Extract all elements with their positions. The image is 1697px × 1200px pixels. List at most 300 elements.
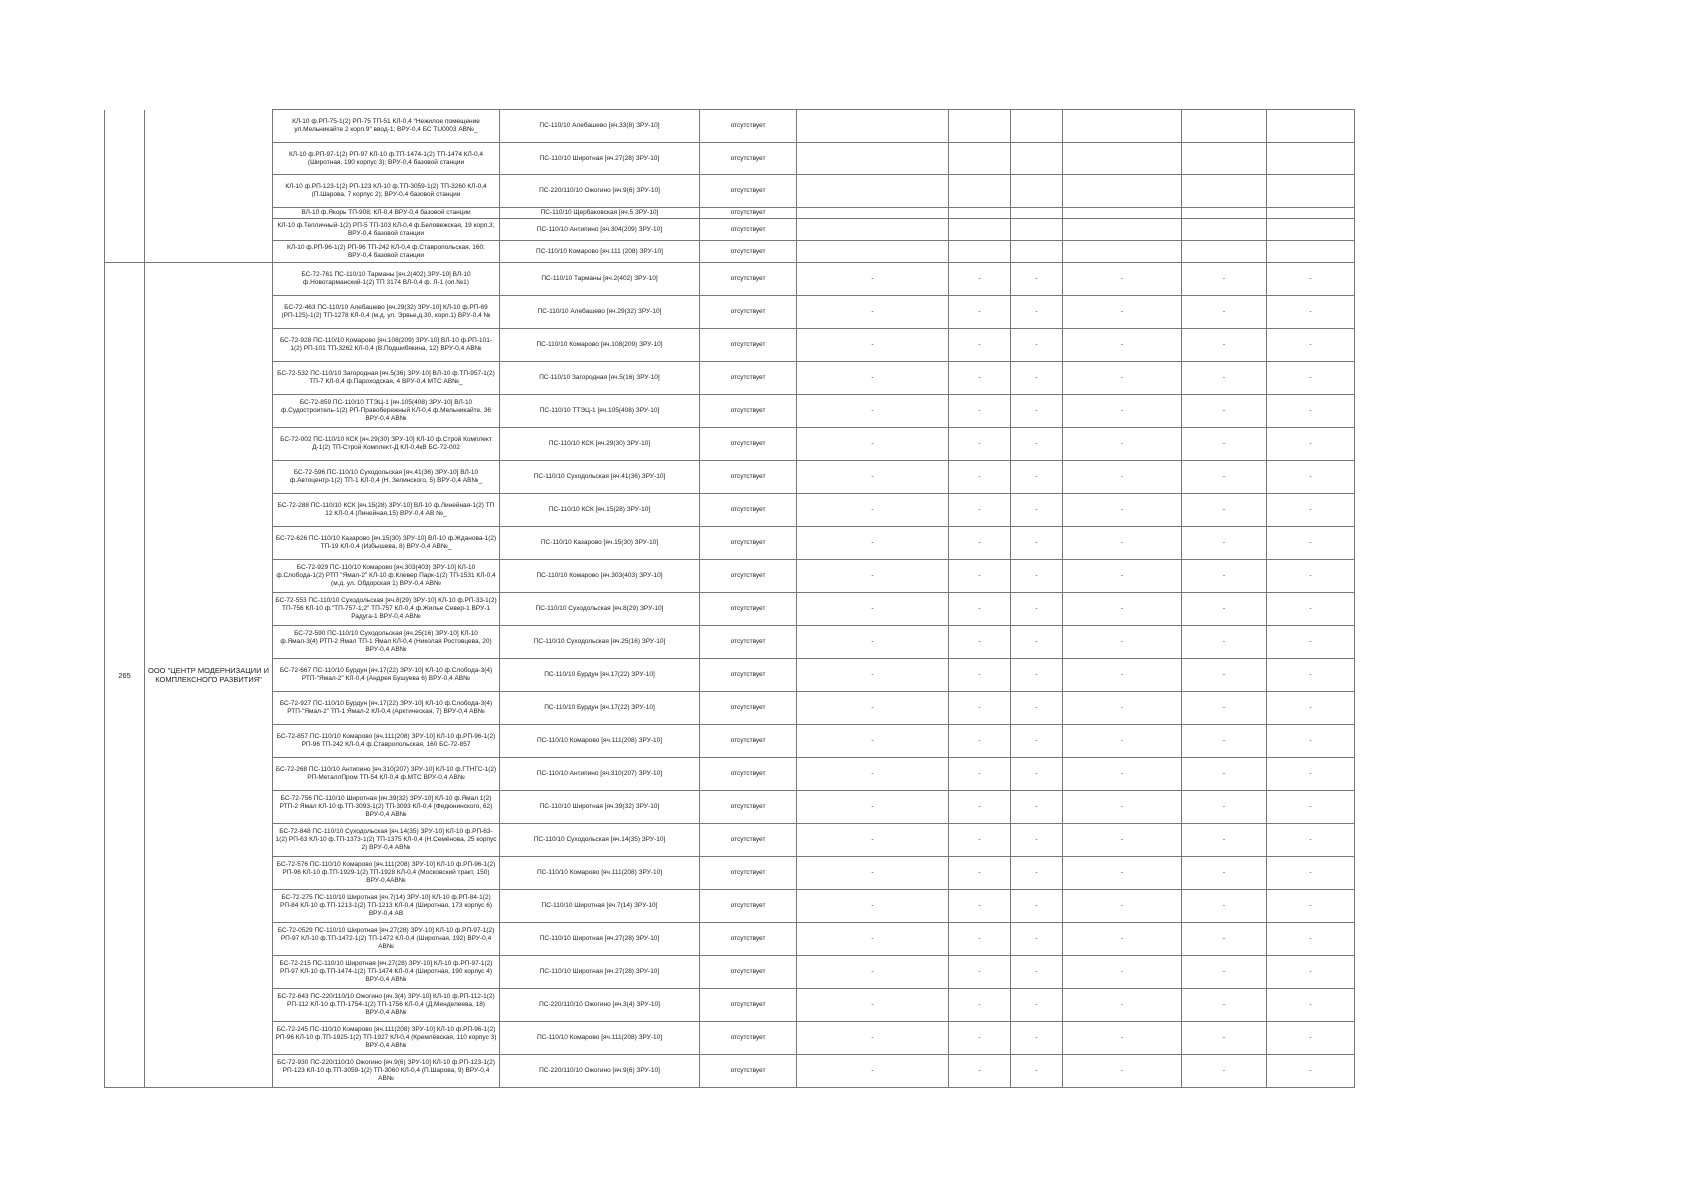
dash-cell: -	[1267, 560, 1355, 593]
connection-description: БС-72-857 ПС-110/10 Комарово [яч.111(208) ЗРУ-10] КЛ-10 ф.РП-96-1(2) РП-96 ТП-242 КЛ-0,4 ф.Ставропольская, 160 БС-72-857	[273, 725, 500, 758]
dash-cell: -	[1011, 659, 1063, 692]
empty-cell	[949, 208, 1011, 219]
table-row	[105, 1055, 1355, 1088]
dash-cell: -	[1063, 428, 1182, 461]
empty-cell	[1182, 208, 1267, 219]
status-cell: отсутствует	[700, 461, 797, 494]
status-cell: отсутствует	[700, 758, 797, 791]
dash-cell: -	[1011, 461, 1063, 494]
dash-cell: -	[1267, 362, 1355, 395]
dash-cell: -	[1011, 494, 1063, 527]
empty-cell	[1267, 143, 1355, 175]
dash-cell: -	[797, 989, 949, 1022]
dash-cell: -	[797, 725, 949, 758]
substation-cell: ПС-110/10 Широтная [яч.27(28) ЗРУ-10]	[500, 956, 700, 989]
table-row	[105, 989, 1355, 1022]
status-cell: отсутствует	[700, 824, 797, 857]
substation-cell: ПС-110/10 Широтная [яч.27(28) ЗРУ-10]	[500, 143, 700, 175]
connection-description: БС-72-927 ПС-110/10 Бурдун [яч.17(22) ЗРУ-10] КЛ-10 ф.Слобода-3(4) РТП-"Ямал-2" ТП-1 Ямал-2 КЛ-0,4 (Арктическая, 7) ВРУ-0,4 АВ№	[273, 692, 500, 725]
connection-description: БС-72-928 ПС-110/10 Комарово [яч.108(209) ЗРУ-10] ВЛ-10 ф.РП-101-1(2) РП-101 ТП-3262 КЛ-0,4 (В.Подшибякина, 12) ВРУ-0,4 АВ№	[273, 329, 500, 362]
empty-cell	[1182, 175, 1267, 208]
substation-cell: ПС-110/10 Загородная [яч.5(16) ЗРУ-10]	[500, 362, 700, 395]
empty-cell	[1063, 143, 1182, 175]
empty-cell	[1267, 110, 1355, 143]
empty-cell	[1011, 219, 1063, 241]
dash-cell: -	[797, 1022, 949, 1055]
substation-cell: ПС-110/10 Суходольская [яч.25(16) ЗРУ-10]	[500, 626, 700, 659]
connection-description: КЛ-10 ф.РП-97-1(2) РП-97 КЛ-10 ф.ТП-1474-1(2) ТП-1474 КЛ-0,4 (Широтная, 190 корпус 3); ВРУ-0,4 базовой станции	[273, 143, 500, 175]
dash-cell: -	[797, 857, 949, 890]
dash-cell: -	[1267, 461, 1355, 494]
dash-cell: -	[797, 758, 949, 791]
connection-description: ВЛ-10 ф.Якорь ТП-908; КЛ-0,4 ВРУ-0,4 базовой станции	[273, 208, 500, 219]
dash-cell: -	[1011, 560, 1063, 593]
empty-cell	[1182, 110, 1267, 143]
empty-cell	[1182, 241, 1267, 263]
dash-cell: -	[1267, 659, 1355, 692]
dash-cell: -	[949, 560, 1011, 593]
connection-description: БС-72-626 ПС-110/10 Казарово [яч.15(30) ЗРУ-10] ВЛ-10 ф.Жданова-1(2) ТП-19 КЛ-0,4 (Избышева, 8) ВРУ-0,4 АВ№_	[273, 527, 500, 560]
connection-description: БС-72-275 ПС-110/10 Широтная [яч.7(14) ЗРУ-10] КЛ-10 ф.РП-84-1(2) РП-84 КЛ-10 ф.ТП-1213-1(2) ТП-1213 КЛ-0,4 (Широтная, 173 корпус 6) ВРУ-0,4 АВ	[273, 890, 500, 923]
dash-cell: -	[1011, 923, 1063, 956]
dash-cell: -	[797, 428, 949, 461]
dash-cell: -	[1182, 1022, 1267, 1055]
status-cell: отсутствует	[700, 296, 797, 329]
table-row	[105, 758, 1355, 791]
dash-cell: -	[1182, 857, 1267, 890]
status-cell: отсутствует	[700, 659, 797, 692]
dash-cell: -	[949, 956, 1011, 989]
status-cell: отсутствует	[700, 395, 797, 428]
status-cell: отсутствует	[700, 692, 797, 725]
substation-cell: ПС-110/10 Комарово [яч.111(208) ЗРУ-10]	[500, 857, 700, 890]
dash-cell: -	[1063, 956, 1182, 989]
dash-cell: -	[1182, 890, 1267, 923]
dash-cell: -	[1267, 1055, 1355, 1088]
status-cell: отсутствует	[700, 428, 797, 461]
empty-cell	[949, 175, 1011, 208]
dash-cell: -	[797, 560, 949, 593]
dash-cell: -	[1182, 989, 1267, 1022]
substation-cell: ПС-220/110/10 Ожогино [яч.3(4) ЗРУ-10]	[500, 989, 700, 1022]
dash-cell: -	[949, 626, 1011, 659]
substation-cell: ПС-110/10 Широтная [яч.27(28) ЗРУ-10]	[500, 923, 700, 956]
table-row	[105, 461, 1355, 494]
substation-cell: ПС-110/10 Комарово [яч.111 (208) ЗРУ-10]	[500, 241, 700, 263]
connection-description: БС-72-0529 ПС-110/10 Широтная [яч.27(28) ЗРУ-10] КЛ-10 ф.РП-97-1(2) РП-97 КЛ-10 ф.ТП-1472-1(2) ТП-1472 КЛ-0,4 (Широтная, 192) ВРУ-0,4 АВ№	[273, 923, 500, 956]
dash-cell: -	[797, 527, 949, 560]
dash-cell: -	[797, 890, 949, 923]
connection-description: КЛ-10 ф.Тепличный-1(2) РП-5 ТП-103 КЛ-0,4 ф.Беловежская, 19 корп.3; ВРУ-0,4 базовой станции	[273, 219, 500, 241]
dash-cell: -	[797, 791, 949, 824]
dash-cell: -	[1182, 758, 1267, 791]
dash-cell: -	[949, 659, 1011, 692]
empty-cell	[1063, 110, 1182, 143]
dash-cell: -	[1267, 527, 1355, 560]
dash-cell: -	[1267, 626, 1355, 659]
table-row	[105, 725, 1355, 758]
dash-cell: -	[1267, 725, 1355, 758]
dash-cell: -	[1063, 791, 1182, 824]
row-number: 265	[105, 263, 145, 1088]
empty-cell	[949, 219, 1011, 241]
dash-cell: -	[1063, 626, 1182, 659]
dash-cell: -	[1063, 1055, 1182, 1088]
empty-cell	[1011, 143, 1063, 175]
substation-cell: ПС-220/110/10 Ожогино [яч.9(6) ЗРУ-10]	[500, 175, 700, 208]
dash-cell: -	[1011, 527, 1063, 560]
dash-cell: -	[1063, 758, 1182, 791]
empty-cell	[1267, 208, 1355, 219]
dash-cell: -	[797, 659, 949, 692]
dash-cell: -	[1011, 626, 1063, 659]
empty-cell	[1011, 208, 1063, 219]
dash-cell: -	[1267, 758, 1355, 791]
dash-cell: -	[949, 593, 1011, 626]
connection-description: БС-72-761 ПС-110/10 Тарманы [яч.2(402) ЗРУ-10] ВЛ-10 ф.Новотарманский-1(2) ТП 3174 ВЛ-0,4 ф. Л-1 (оп.№1)	[273, 263, 500, 296]
table-row	[105, 560, 1355, 593]
substation-cell: ПС-110/10 Антипино [яч.310(207) ЗРУ-10]	[500, 758, 700, 791]
dash-cell: -	[1063, 527, 1182, 560]
dash-cell: -	[1267, 923, 1355, 956]
empty-cell	[1182, 219, 1267, 241]
dash-cell: -	[1182, 725, 1267, 758]
table-row	[105, 175, 1355, 208]
status-cell: отсутствует	[700, 593, 797, 626]
substation-cell: ПС-110/10 Суходольская [яч.41(36) ЗРУ-10]	[500, 461, 700, 494]
dash-cell: -	[1063, 857, 1182, 890]
dash-cell: -	[1182, 560, 1267, 593]
substation-cell: ПС-110/10 Алебашево [яч.33(8) ЗРУ-10]	[500, 110, 700, 143]
dash-cell: -	[1011, 329, 1063, 362]
table-row	[105, 362, 1355, 395]
status-cell: отсутствует	[700, 494, 797, 527]
status-cell: отсутствует	[700, 890, 797, 923]
substation-cell: ПС-110/10 Комарово [яч.108(209) ЗРУ-10]	[500, 329, 700, 362]
dash-cell: -	[1267, 593, 1355, 626]
dash-cell: -	[1063, 461, 1182, 494]
dash-cell: -	[1182, 791, 1267, 824]
table-row	[105, 527, 1355, 560]
dash-cell: -	[1267, 692, 1355, 725]
dash-cell: -	[1267, 857, 1355, 890]
dash-cell: -	[949, 461, 1011, 494]
dash-cell: -	[1011, 890, 1063, 923]
dash-cell: -	[949, 791, 1011, 824]
connection-description: БС-72-859 ПС-110/10 ТТЭЦ-1 [яч.105(408) ЗРУ-10] ВЛ-10 ф.Судостроитель-1(2) РП-Правобережный КЛ-0,4 ф.Мельникайте, 36 ВРУ-0,4 АВ№	[273, 395, 500, 428]
status-cell: отсутствует	[700, 1022, 797, 1055]
table-row	[105, 208, 1355, 219]
dash-cell: -	[1267, 296, 1355, 329]
dash-cell: -	[1267, 890, 1355, 923]
dash-cell: -	[1063, 263, 1182, 296]
dash-cell: -	[949, 263, 1011, 296]
dash-cell: -	[1063, 692, 1182, 725]
dash-cell: -	[797, 692, 949, 725]
dash-cell: -	[797, 395, 949, 428]
table-row	[105, 494, 1355, 527]
dash-cell: -	[949, 857, 1011, 890]
dash-cell: -	[1267, 1022, 1355, 1055]
connection-description: БС-72-463 ПС-110/10 Алебашево [яч.29(32) ЗРУ-10] КЛ-10 ф.РП-69 (РП-125)-1(2) ТП-1278 КЛ-0,4 (м.д. ул. Эрвье,д.30, корп.1) ВРУ-0,4 №	[273, 296, 500, 329]
dash-cell: -	[949, 1055, 1011, 1088]
dash-cell: -	[1267, 989, 1355, 1022]
status-cell: отсутствует	[700, 791, 797, 824]
dash-cell: -	[1063, 362, 1182, 395]
connection-description: БС-72-002 ПС-110/10 КСК [яч.29(30) ЗРУ-10] КЛ-10 ф.Строй Комплект Д-1(2) ТП-Строй Комплект-Д КЛ-0,4кВ БС-72-002	[273, 428, 500, 461]
substation-cell: ПС-110/10 КСК [яч.15(28) ЗРУ-10]	[500, 494, 700, 527]
dash-cell: -	[1063, 989, 1182, 1022]
connection-description: БС-72-215 ПС-110/10 Широтная [яч.27(28) ЗРУ-10] КЛ-10 ф.РП-97-1(2) РП-97 КЛ-10 ф.ТП-1474-1(2) ТП-1474 КЛ-0,4 (Широтная, 190 корпус 4) ВРУ-0,4 АВ№	[273, 956, 500, 989]
connection-description: БС-72-596 ПС-110/10 Суходольская [яч.41(36) ЗРУ-10] ВЛ-10 ф.Автоцентр-1(2) ТП-1 КЛ-0,4 (Н. Зелинского, 5) ВРУ-0,4 АВ№_	[273, 461, 500, 494]
dash-cell: -	[1063, 890, 1182, 923]
dash-cell: -	[1182, 527, 1267, 560]
connection-description: БС-72-590 ПС-110/10 Суходольская [яч.25(16) ЗРУ-10] КЛ-10 ф.Ямал-3(4) РТП-2 Ямал ТП-1 Ямал КЛ-0,4 (Николая Ростовцева, 20) ВРУ-0,4 АВ№	[273, 626, 500, 659]
dash-cell: -	[1267, 494, 1355, 527]
status-cell: отсутствует	[700, 560, 797, 593]
dash-cell: -	[1011, 824, 1063, 857]
dash-cell: -	[797, 923, 949, 956]
connection-description: БС-72-643 ПС-220/110/10 Ожогино [яч.3(4) ЗРУ-10] КЛ-10 ф.РП-112-1(2) РП-112 КЛ-10 ф.ТП-1754-1(2) ТП-1756 КЛ-0,4 (Д.Менделеева, 18) ВРУ-0,4 АВ№	[273, 989, 500, 1022]
dash-cell: -	[1011, 263, 1063, 296]
substation-cell: ПС-110/10 Комарово [яч.111(208) ЗРУ-10]	[500, 1022, 700, 1055]
table-row	[105, 956, 1355, 989]
status-cell: отсутствует	[700, 626, 797, 659]
empty-cell	[1267, 241, 1355, 263]
status-cell: отсутствует	[700, 362, 797, 395]
dash-cell: -	[1267, 791, 1355, 824]
dash-cell: -	[797, 1055, 949, 1088]
table-row	[105, 219, 1355, 241]
dash-cell: -	[1182, 923, 1267, 956]
dash-cell: -	[1063, 725, 1182, 758]
connection-description: КЛ-10 ф.РП-123-1(2) РП-123 КЛ-10 ф.ТП-3059-1(2) ТП-3260 КЛ-0,4 (П.Шарова, 7 корпус 2); ВРУ-0,4 базовой станции	[273, 175, 500, 208]
dash-cell: -	[1011, 857, 1063, 890]
table-row	[105, 296, 1355, 329]
table-row	[105, 263, 1355, 296]
dash-cell: -	[1267, 824, 1355, 857]
table-row	[105, 329, 1355, 362]
empty-cell	[797, 143, 949, 175]
dash-cell: -	[797, 263, 949, 296]
dash-cell: -	[1182, 593, 1267, 626]
dash-cell: -	[1267, 329, 1355, 362]
dash-cell: -	[797, 461, 949, 494]
empty-cell	[1182, 143, 1267, 175]
dash-cell: -	[1063, 593, 1182, 626]
substation-cell: ПС-110/10 Комарово [яч.303(403) ЗРУ-10]	[500, 560, 700, 593]
dash-cell: -	[797, 626, 949, 659]
dash-cell: -	[949, 824, 1011, 857]
empty-cell	[1011, 241, 1063, 263]
dash-cell: -	[1182, 1055, 1267, 1088]
empty-cell	[797, 241, 949, 263]
dash-cell: -	[1063, 329, 1182, 362]
dash-cell: -	[1063, 1022, 1182, 1055]
connection-description: БС-72-848 ПС-110/10 Суходольская [яч.14(35) ЗРУ-10] КЛ-10 ф.РП-63-1(2) РП-63 КЛ-10 ф.ТП-1373-1(2) ТП-1375 КЛ-0,4 (Н.Семёнова, 25 корпус 2) ВРУ-0,4 АВ№	[273, 824, 500, 857]
table-row	[105, 890, 1355, 923]
dash-cell: -	[949, 989, 1011, 1022]
dash-cell: -	[1063, 923, 1182, 956]
connection-description: БС-72-245 ПС-110/10 Комарово [яч.111(208) ЗРУ-10] КЛ-10 ф.РП-96-1(2) РП-96 КЛ-10 ф.ТП-1925-1(2) ТП-1927 КЛ-0,4 (Кремлёвская, 110 корпус 3) ВРУ-0,4 АВ№	[273, 1022, 500, 1055]
substation-cell: ПС-110/10 КСК [яч.29(30) ЗРУ-10]	[500, 428, 700, 461]
dash-cell: -	[1011, 791, 1063, 824]
connection-description: КЛ-10 ф.РП-75-1(2) РП-75 ТП-51 КЛ-0,4 "Нежилое помещение ул.Мельникайте 2 корп.9" ввод-1; ВРУ-0,4 БС TU0003 АВ№_	[273, 110, 500, 143]
dash-cell: -	[1182, 263, 1267, 296]
table-row	[105, 692, 1355, 725]
status-cell: отсутствует	[700, 110, 797, 143]
status-cell: отсутствует	[700, 175, 797, 208]
status-cell: отсутствует	[700, 923, 797, 956]
dash-cell: -	[949, 362, 1011, 395]
dash-cell: -	[797, 593, 949, 626]
dash-cell: -	[1011, 758, 1063, 791]
dash-cell: -	[949, 494, 1011, 527]
empty-cell	[1267, 219, 1355, 241]
dash-cell: -	[1182, 692, 1267, 725]
empty-cell	[949, 110, 1011, 143]
connection-description: БС-72-930 ПС-220/110/10 Ожогино [яч.9(6) ЗРУ-10] КЛ-10 ф.РП-123-1(2) РП-123 КЛ-10 ф.ТП-3059-1(2) ТП-3060 КЛ-0,4 (П.Шарова, 9) ВРУ-0,4 АВ№	[273, 1055, 500, 1088]
table-body	[105, 110, 1355, 1088]
dash-cell: -	[1063, 659, 1182, 692]
status-cell: отсутствует	[700, 857, 797, 890]
dash-cell: -	[949, 296, 1011, 329]
status-cell: отсутствует	[700, 527, 797, 560]
dash-cell: -	[949, 890, 1011, 923]
dash-cell: -	[1182, 296, 1267, 329]
dash-cell: -	[949, 527, 1011, 560]
connection-description: БС-72-576 ПС-110/10 Комарово [яч.111(208) ЗРУ-10] КЛ-10 ф.РП-96-1(2) РП-96 КЛ-10 ф.ТП-1929-1(2) ТП-1928 КЛ-0,4 (Московский тракт, 150) ВРУ-0,4АВ№	[273, 857, 500, 890]
status-cell: отсутствует	[700, 1055, 797, 1088]
connection-description: КЛ-10 ф.РП-96-1(2) РП-96 ТП-242 КЛ-0,4 ф.Ставропольская, 160; ВРУ-0,4 базовой станции	[273, 241, 500, 263]
table-row	[105, 143, 1355, 175]
substation-cell: ПС-110/10 ТТЭЦ-1 [яч.105(408) ЗРУ-10]	[500, 395, 700, 428]
status-cell: отсутствует	[700, 989, 797, 1022]
empty-cell	[949, 241, 1011, 263]
left-border-spacer	[145, 110, 273, 263]
status-cell: отсутствует	[700, 219, 797, 241]
empty-cell	[797, 208, 949, 219]
dash-cell: -	[797, 824, 949, 857]
substation-cell: ПС-110/10 Антипино [яч.304(209) ЗРУ-10]	[500, 219, 700, 241]
dash-cell: -	[1063, 296, 1182, 329]
empty-cell	[797, 219, 949, 241]
dash-cell: -	[1182, 461, 1267, 494]
dash-cell: -	[949, 329, 1011, 362]
connection-description: БС-72-929 ПС-110/10 Комарово [яч.303(403) ЗРУ-10] КЛ-10 ф.Слобода-1(2) РТП "Ямал-2" КЛ-10 ф.Клевер Парк-1(2) ТП-1531 КЛ-0,4 (м.д. ул. Обдорская 1) ВРУ-0,4 АВ№	[273, 560, 500, 593]
dash-cell: -	[949, 923, 1011, 956]
dash-cell: -	[949, 692, 1011, 725]
empty-cell	[797, 110, 949, 143]
empty-cell	[1011, 110, 1063, 143]
dash-cell: -	[1182, 395, 1267, 428]
organization-name: ООО "ЦЕНТР МОДЕРНИЗАЦИИ И КОМПЛЕКСНОГО РАЗВИТИЯ"	[145, 263, 273, 1088]
table-row	[105, 857, 1355, 890]
dash-cell: -	[1182, 824, 1267, 857]
connection-description: БС-72-756 ПС-110/10 Широтная [яч.39(32) ЗРУ-10] КЛ-10 ф.Ямал 1(2) РТП-2 Ямал КЛ-10 ф.ТП-3093-1(2) ТП-3093 КЛ-0,4 (Федюнинского, 62) ВРУ-0,4 АВ№	[273, 791, 500, 824]
substation-cell: ПС-110/10 Суходольская [яч.14(35) ЗРУ-10]	[500, 824, 700, 857]
connection-description: БС-72-268 ПС-110/10 Антипино [яч.310(207) ЗРУ-10] КЛ-10 ф.ГТНГС-1(2) РП-МеталлПром ТП-54 КЛ-0,4 ф.МТС ВРУ-0,4 АВ№	[273, 758, 500, 791]
dash-cell: -	[797, 362, 949, 395]
connection-description: БС-72-667 ПС-110/10 Бурдун [яч.17(22) ЗРУ-10] КЛ-10 ф.Слобода-3(4) РТП-"Ямал-2" КЛ-0,4 (Андрея Бушуева 6) ВРУ-0,4 АВ№	[273, 659, 500, 692]
table-row	[105, 395, 1355, 428]
status-cell: отсутствует	[700, 725, 797, 758]
substation-cell: ПС-110/10 Бурдун [яч.17(22) ЗРУ-10]	[500, 692, 700, 725]
dash-cell: -	[949, 428, 1011, 461]
table-row	[105, 428, 1355, 461]
table-row	[105, 241, 1355, 263]
dash-cell: -	[1182, 626, 1267, 659]
status-cell: отсутствует	[700, 241, 797, 263]
dash-cell: -	[1267, 263, 1355, 296]
table-row	[105, 791, 1355, 824]
dash-cell: -	[949, 395, 1011, 428]
connections-table	[104, 109, 1355, 1088]
dash-cell: -	[1011, 593, 1063, 626]
dash-cell: -	[1011, 989, 1063, 1022]
dash-cell: -	[1063, 824, 1182, 857]
empty-cell	[1063, 219, 1182, 241]
substation-cell: ПС-110/10 Щербаковская [яч.5 ЗРУ-10]	[500, 208, 700, 219]
table-row	[105, 593, 1355, 626]
substation-cell: ПС-110/10 Суходольская [яч.8(29) ЗРУ-10]	[500, 593, 700, 626]
table-row	[105, 626, 1355, 659]
substation-cell: ПС-110/10 Бурдун [яч.17(22) ЗРУ-10]	[500, 659, 700, 692]
table-row	[105, 110, 1355, 143]
dash-cell: -	[1011, 395, 1063, 428]
dash-cell: -	[1182, 362, 1267, 395]
empty-cell	[1063, 175, 1182, 208]
dash-cell: -	[1011, 692, 1063, 725]
dash-cell: -	[797, 329, 949, 362]
left-border-spacer	[105, 110, 145, 263]
empty-cell	[1267, 175, 1355, 208]
dash-cell: -	[1011, 428, 1063, 461]
table-row	[105, 1022, 1355, 1055]
dash-cell: -	[1182, 428, 1267, 461]
empty-cell	[1011, 175, 1063, 208]
empty-cell	[1063, 208, 1182, 219]
dash-cell: -	[1011, 1022, 1063, 1055]
dash-cell: -	[1267, 956, 1355, 989]
dash-cell: -	[1063, 560, 1182, 593]
dash-cell: -	[797, 296, 949, 329]
dash-cell: -	[1182, 659, 1267, 692]
substation-cell: ПС-110/10 Казарово [яч.15(30) ЗРУ-10]	[500, 527, 700, 560]
status-cell: отсутствует	[700, 143, 797, 175]
empty-cell	[949, 143, 1011, 175]
substation-cell: ПС-110/10 Широтная [яч.39(32) ЗРУ-10]	[500, 791, 700, 824]
dash-cell: -	[949, 725, 1011, 758]
substation-cell: ПС-110/10 Тарманы [яч.2(402) ЗРУ-10]	[500, 263, 700, 296]
dash-cell: -	[949, 1022, 1011, 1055]
dash-cell: -	[1063, 395, 1182, 428]
dash-cell: -	[1267, 428, 1355, 461]
connection-description: БС-72-532 ПС-110/10 Загородная [яч.5(36) ЗРУ-10] ВЛ-10 ф.ТП-957-1(2) ТП-7 КЛ-0,4 ф.Пароходская, 4 ВРУ-0,4 МТС АВ№_	[273, 362, 500, 395]
substation-cell: ПС-220/110/10 Ожогино [яч.9(6) ЗРУ-10]	[500, 1055, 700, 1088]
status-cell: отсутствует	[700, 956, 797, 989]
connection-description: БС-72-553 ПС-110/10 Суходольская [яч.8(29) ЗРУ-10] КЛ-10 ф.РП-33-1(2) ТП-756 КЛ-10 ф."ТП-757-1,2" ТП-757 КЛ-0,4 ф.Жилье Север-1 ВРУ-1 Радуга-1 ВРУ-0,4 АВ№	[273, 593, 500, 626]
substation-cell: ПС-110/10 Широтная [яч.7(14) ЗРУ-10]	[500, 890, 700, 923]
dash-cell: -	[1182, 494, 1267, 527]
status-cell: отсутствует	[700, 329, 797, 362]
empty-cell	[797, 175, 949, 208]
substation-cell: ПС-110/10 Алебашево [яч.29(32) ЗРУ-10]	[500, 296, 700, 329]
status-cell: отсутствует	[700, 263, 797, 296]
dash-cell: -	[1182, 956, 1267, 989]
table-row	[105, 659, 1355, 692]
connection-description: БС-72-288 ПС-110/10 КСК [яч.15(28) ЗРУ-10] ВЛ-10 ф.Линейная-1(2) ТП 12 КЛ-0,4 (Линейная,15) ВРУ-0,4 АВ №_	[273, 494, 500, 527]
